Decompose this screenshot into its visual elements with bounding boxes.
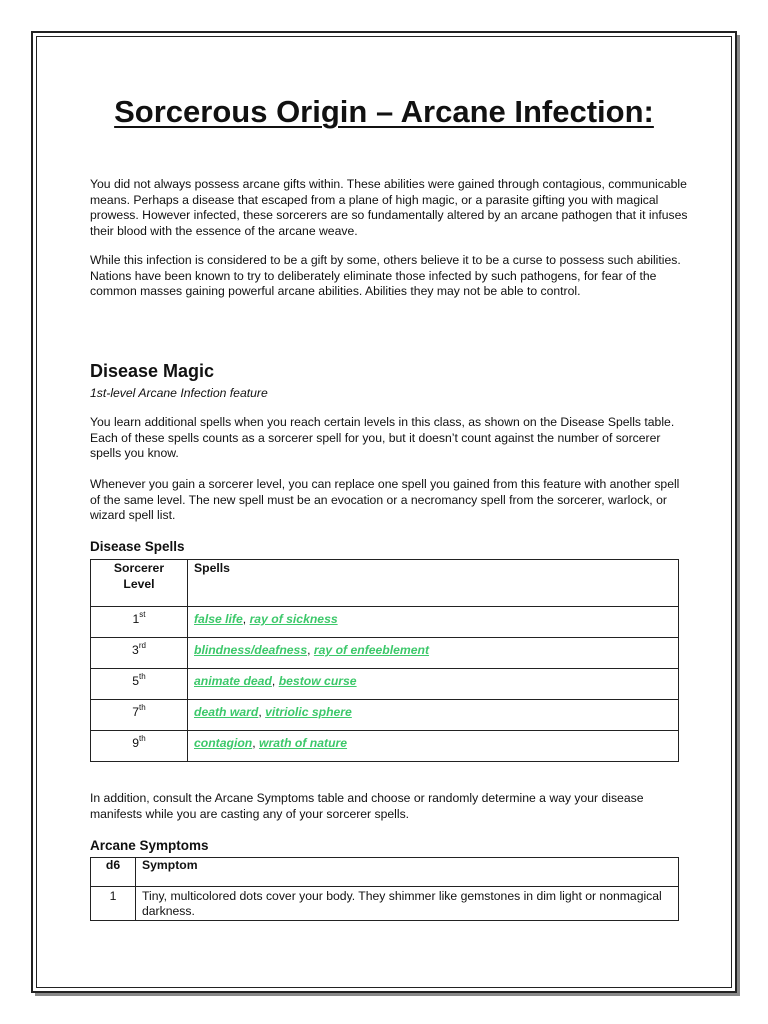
disease-magic-paragraph-2: Whenever you gain a sorcerer level, you can replace one spell you gained from this feature with another spell of the same level. The new spell must be an evocation or a necromancy spell from the sorcerer, warlock, or wizard spell list. xyxy=(90,477,680,523)
level-suffix: st xyxy=(139,609,146,619)
spell-separator: , xyxy=(242,612,247,626)
intro-paragraph-2: While this infection is considered to be a gift by some, others believe it to be a curse to possess such abilities. Nations have been known to try to deliberately eliminate those infected by such pathogens, for fear of the common masses gaining powerful arcane abilities. Abilities they may not be able to control. xyxy=(90,253,681,299)
spell-link[interactable]: bestow curse xyxy=(278,674,357,688)
spell-link[interactable]: false life xyxy=(194,612,243,626)
header-spells: Spells xyxy=(188,560,679,607)
table-header-row xyxy=(91,858,679,887)
spell-link[interactable]: vitriolic sphere xyxy=(265,705,352,719)
spells-cell xyxy=(188,638,679,669)
level-cell xyxy=(91,669,188,700)
level-number: 7 xyxy=(132,705,140,719)
symptom-cell: Tiny, multicolored dots cover your body. They shimmer like gemstones in dim light or nonmagical darkness. xyxy=(136,887,679,921)
spell-link[interactable]: animate dead xyxy=(194,674,272,688)
level-suffix: th xyxy=(139,671,146,681)
disease-spells-table xyxy=(90,559,679,762)
spell-separator: , xyxy=(252,736,256,750)
symptoms-intro-paragraph: In addition, consult the Arcane Symptoms table and choose or randomly determine a way your disease manifests while you are casting any of your sorcerer spells. xyxy=(90,791,644,821)
spells-cell xyxy=(188,607,679,638)
arcane-symptoms-table xyxy=(90,857,679,921)
level-cell xyxy=(91,607,188,638)
spell-link[interactable]: wrath of nature xyxy=(259,736,348,750)
table-row xyxy=(91,638,679,669)
table-row xyxy=(91,700,679,731)
spell-link[interactable]: blindness/deafness xyxy=(194,643,308,657)
header-sorcerer-level xyxy=(91,560,188,607)
spell-separator: , xyxy=(271,674,276,688)
page-title: Sorcerous Origin – Arcane Infection: xyxy=(114,94,654,129)
level-suffix: th xyxy=(139,733,146,743)
table-row xyxy=(91,607,679,638)
disease-magic-subtitle: 1st-level Arcane Infection feature xyxy=(90,386,268,400)
intro-paragraph-1: You did not always possess arcane gifts within. These abilities were gained through contagious, communicable means. Perhaps a disease that escaped from a plane of high magic, or a parasite gifting you with magical prowess. However infected, these sorcerers are so fundamentally altered by an arcane pathogen that it infuses their blood with the essence of the arcane weave. xyxy=(90,177,688,238)
table-row xyxy=(91,669,679,700)
spells-cell xyxy=(188,700,679,731)
table-row xyxy=(91,731,679,762)
spell-link[interactable]: contagion xyxy=(194,736,253,750)
level-suffix: th xyxy=(139,702,146,712)
spell-link[interactable]: ray of enfeeblement xyxy=(313,643,430,657)
table-row xyxy=(91,887,679,921)
page-border-shadow-right xyxy=(737,35,740,996)
level-cell xyxy=(91,638,188,669)
spell-link[interactable]: death ward xyxy=(194,705,259,719)
disease-magic-paragraph-1: You learn additional spells when you reach certain levels in this class, as shown on the Disease Spells table. Each of these spells counts as a sorcerer spell for you, but it doesn’t count against the number of sorcerer spells you know. xyxy=(90,415,675,461)
disease-spells-caption: Disease Spells xyxy=(90,539,185,554)
spells-cell xyxy=(188,731,679,762)
spell-link[interactable]: ray of sickness xyxy=(249,612,338,626)
disease-magic-heading: Disease Magic xyxy=(90,361,215,381)
spell-separator: , xyxy=(258,705,262,719)
level-suffix: rd xyxy=(138,640,146,650)
header-level-line2: Level xyxy=(123,576,155,591)
page-border-shadow-bottom xyxy=(35,993,740,996)
header-level-line1: Sorcerer xyxy=(113,561,165,575)
level-cell xyxy=(91,700,188,731)
header-d6: d6 xyxy=(91,858,136,887)
spell-separator: , xyxy=(307,643,311,657)
table-header-row xyxy=(91,560,679,607)
level-number: 3 xyxy=(132,643,139,657)
arcane-symptoms-caption: Arcane Symptoms xyxy=(90,838,209,853)
spells-cell xyxy=(188,669,679,700)
level-number: 9 xyxy=(132,736,140,750)
level-cell xyxy=(91,731,188,762)
header-symptom: Symptom xyxy=(136,858,679,887)
roll-cell: 1 xyxy=(91,887,136,921)
level-number: 1 xyxy=(132,612,140,626)
level-number: 5 xyxy=(132,674,140,688)
